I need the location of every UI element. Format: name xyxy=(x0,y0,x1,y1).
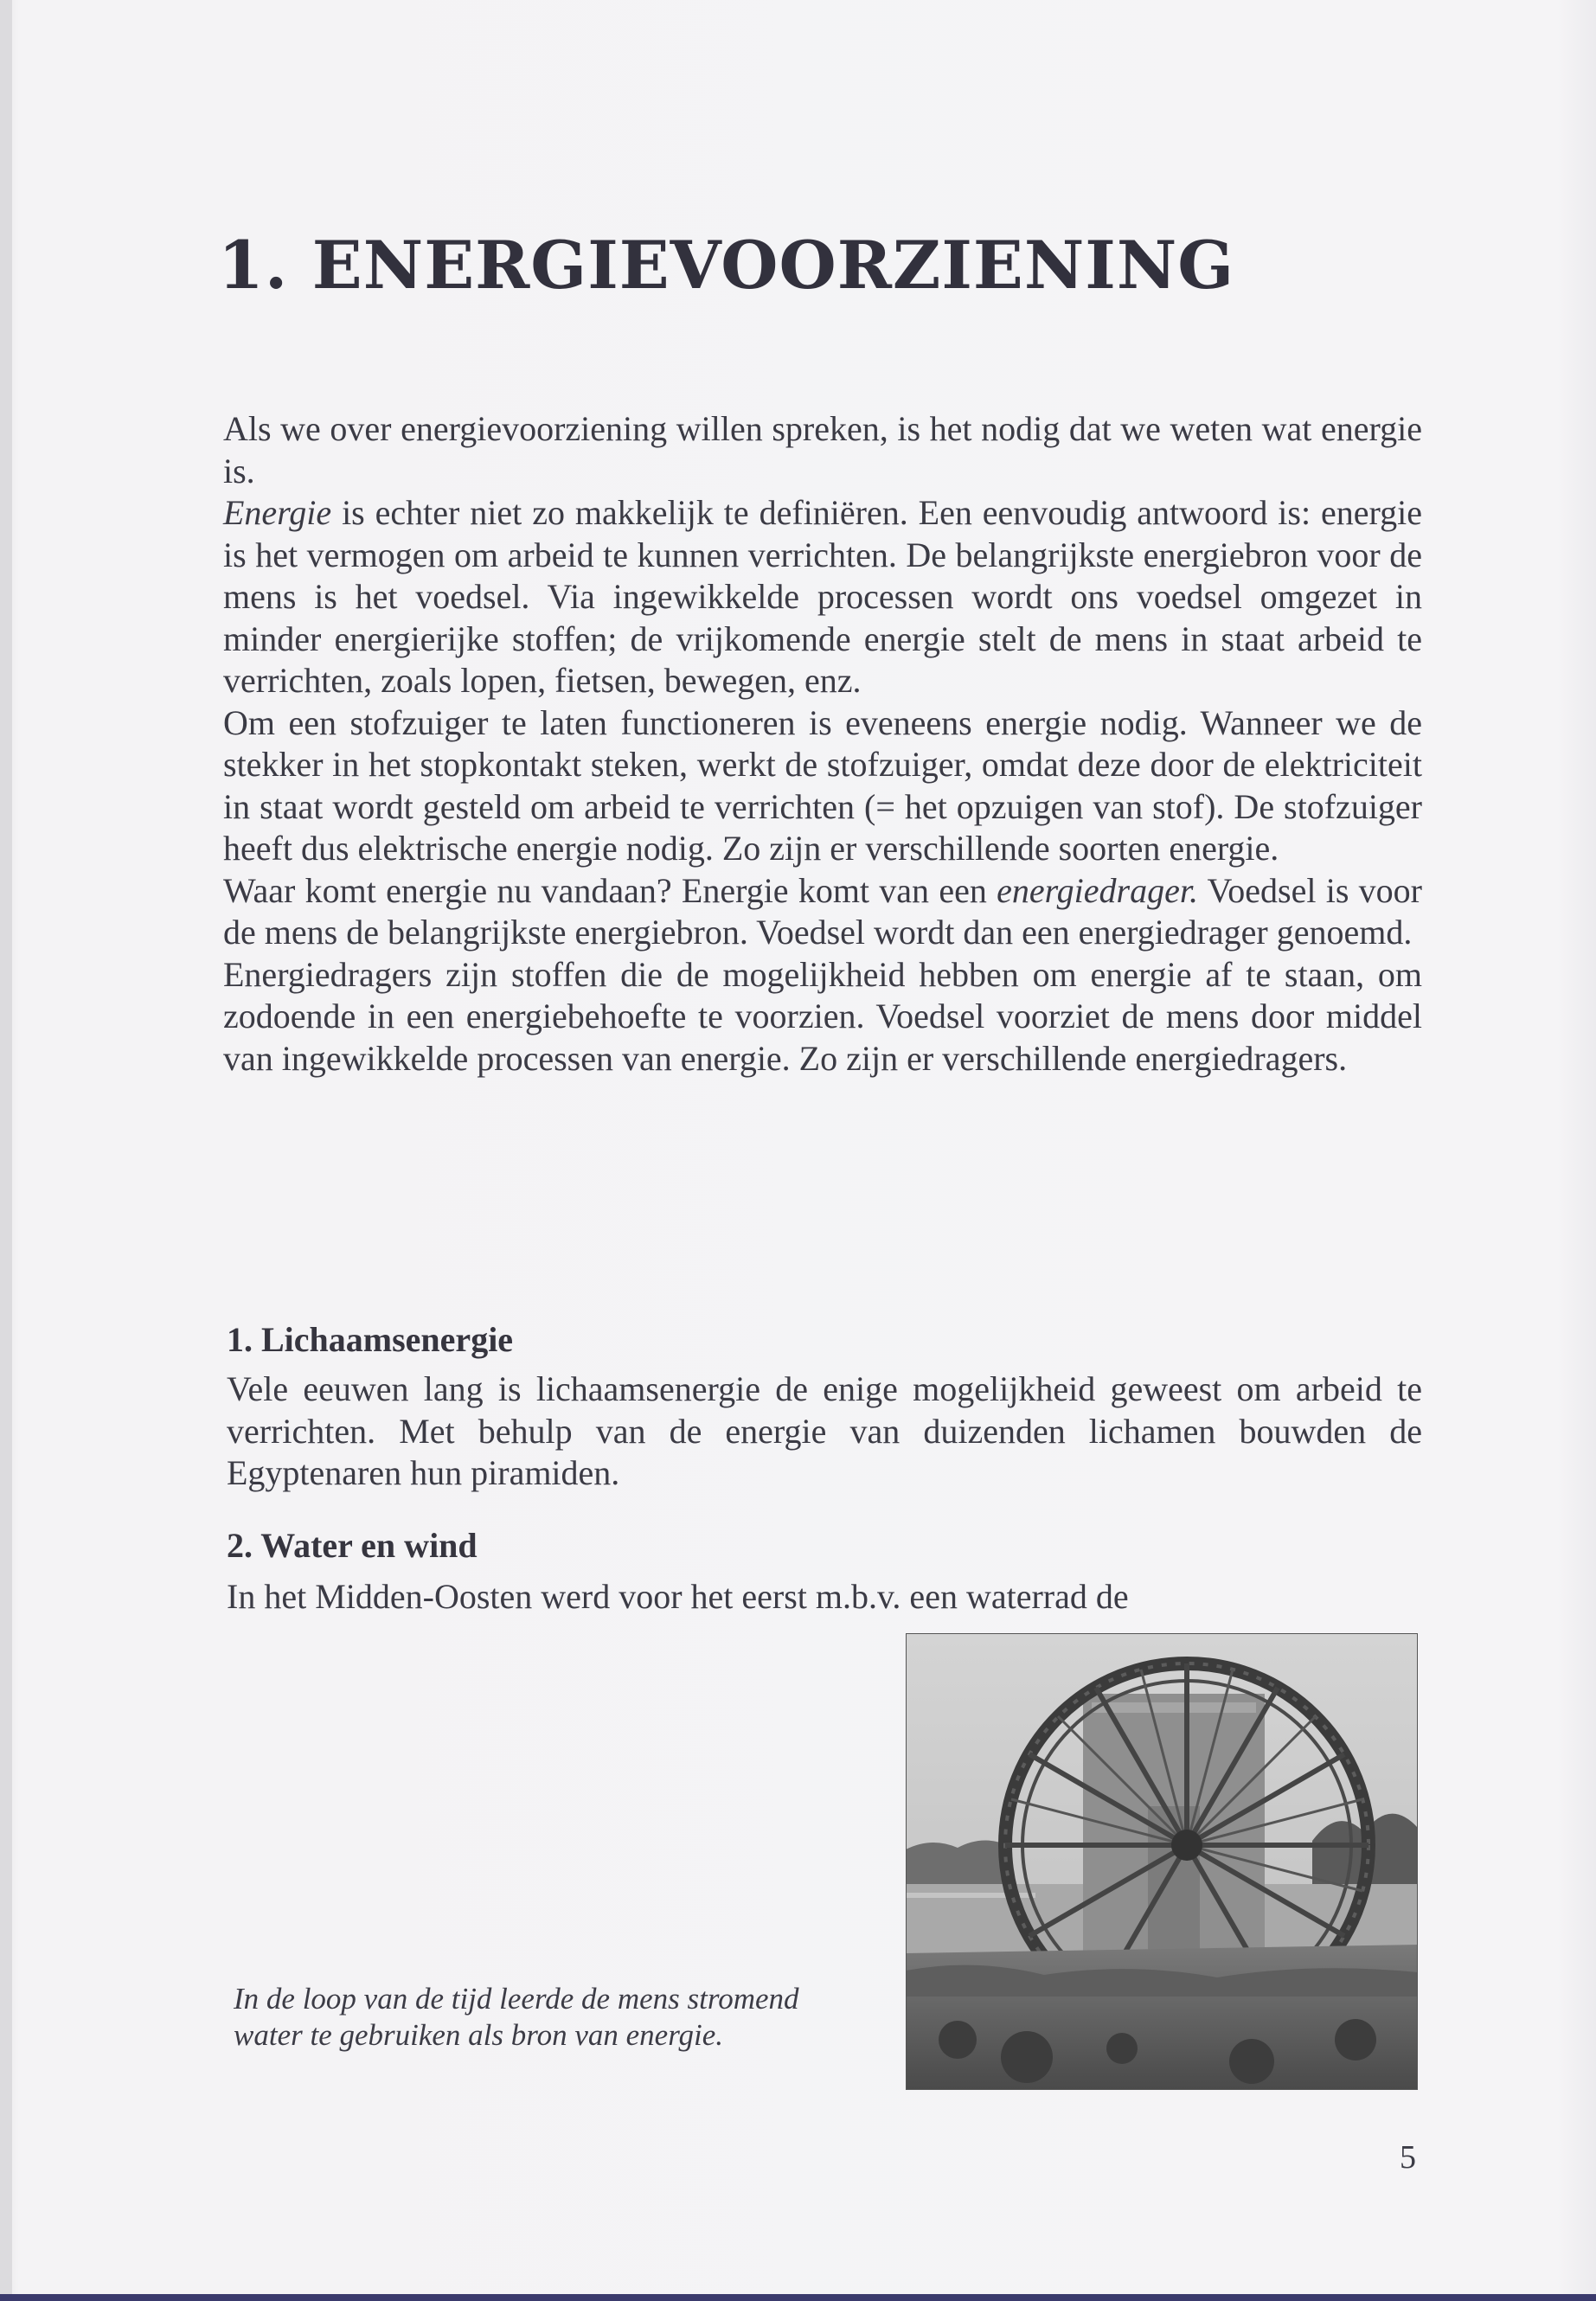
intro-paragraph-4-b: Voedsel is voor de mens de belangrijkste energiebron. Voedsel wordt dan een energiedrager genoemd. xyxy=(223,870,1422,952)
section-2-paragraph: In het Midden-Oosten werd voor het eerst m.b.v. een waterrad de xyxy=(227,1577,1129,1616)
term-energie: Energie xyxy=(223,493,332,532)
intro-paragraph-4 xyxy=(223,870,1422,954)
waterwheel-photo xyxy=(906,1633,1418,2090)
figure-caption: In de loop van de tijd leerde de mens stromend water te gebruiken als bron van energie. xyxy=(234,1982,799,2052)
term-energiedrager: energiedrager. xyxy=(997,870,1199,910)
waterwheel-illustration xyxy=(906,1633,1418,2090)
bottom-band xyxy=(0,2294,1596,2301)
intro-paragraph-2 xyxy=(223,492,1422,702)
page-number: 5 xyxy=(1400,2139,1416,2176)
intro-paragraph-1: Als we over energievoorziening willen spreken, is het nodig dat we weten wat energie is. xyxy=(223,409,1422,490)
intro-paragraph-4-a: Waar komt energie nu vandaan? Energie komt van een xyxy=(223,870,997,910)
section-heading-lichaamsenergie: 1. Lichaamsenergie xyxy=(227,1320,514,1359)
intro-paragraph-5: Energiedragers zijn stoffen die de mogelijkheid hebben om energie af te staan, om zodoende in een energiebehoefte te voorzien. Voedsel voorziet de mens door middel van ingewikkelde processen van energie. Zo zijn er verschillende energiedragers. xyxy=(223,954,1422,1078)
section-body-lichaamsenergie xyxy=(227,1368,1422,1495)
intro-text xyxy=(223,408,1422,1080)
section-heading-water-en-wind: 2. Water en wind xyxy=(227,1526,478,1565)
page-binding-edge xyxy=(0,0,12,2301)
intro-paragraph-2-text: is echter niet zo makkelijk te definiëren. Een eenvoudig antwoord is: energie is het vermogen om arbeid te kunnen verrichten. De belangrijkste energiebron voor de mens is het voedsel. Via ingewikkelde processen wordt ons voedsel omgezet in minder energierijke stoffen; de vrijkomende energie stelt de mens in staat arbeid te verrichten, zoals lopen, fietsen, bewegen, enz. xyxy=(223,493,1422,700)
intro-paragraph-3: Om een stofzuiger te laten functioneren is eveneens energie nodig. Wanneer we de stekker in het stopkontakt steken, werkt de stofzuiger, omdat deze door de elektriciteit in staat wordt gesteld om arbeid te verrichten (= het opzuigen van stof). De stofzuiger heeft dus elektrische energie nodig. Zo zijn er verschillende soorten energie. xyxy=(223,702,1422,868)
section-1-paragraph: Vele eeuwen lang is lichaamsenergie de enige mogelijkheid geweest om arbeid te verrichten. Met behulp van de energie van duizenden lichamen bouwden de Egyptenaren hun piramiden. xyxy=(227,1369,1422,1492)
section-body-water-en-wind xyxy=(227,1576,1422,1618)
chapter-title: 1. ENERGIEVOORZIENING xyxy=(218,227,1235,304)
